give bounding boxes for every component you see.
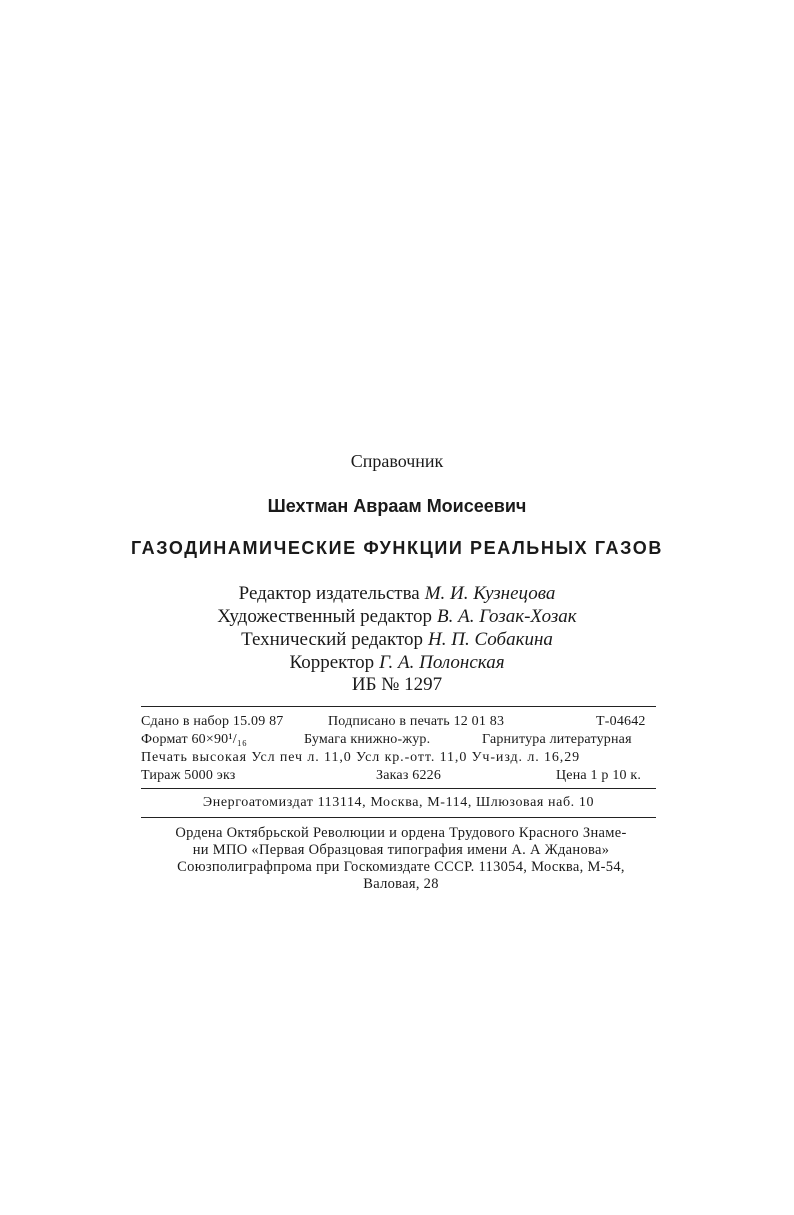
imprint-typeface: Гарнитура литературная [482,732,632,747]
ib-number: ИБ № 1297 [351,674,443,695]
printer-line: Союзполиграфпрома при Госкомиздате СССР. 113054, Москва, М-54, [177,859,625,875]
credit-name: Н. П. Собакина [428,629,553,650]
credit-publisher-editor [0,583,794,605]
credit-name: В. А. Гозак-Хозак [437,606,577,627]
imprint-format: Формат 60×90¹/₁₆ [141,732,248,747]
imprint-print: Печать высокая Усл печ л. 11,0 Усл кр.-отт. 11,0 Уч-изд. л. 16,29 [141,750,581,765]
imprint-submitted: Сдано в набор 15.09 87 [141,714,284,729]
book-genre: Справочник [350,451,444,471]
divider-top [141,706,656,707]
imprint-code: Т-04642 [596,714,646,729]
imprint-order: Заказ 6226 [376,768,442,783]
divider-middle [141,788,656,789]
book-title: ГАЗОДИНАМИЧЕСКИЕ ФУНКЦИИ РЕАЛЬНЫХ ГАЗОВ [131,538,663,558]
imprint-paper: Бумага книжно-жур. [304,732,431,747]
credit-role: Корректор [289,652,375,673]
credit-name: М. И. Кузнецова [424,583,556,604]
imprint-run: Тираж 5000 экз [141,768,236,783]
printer-line: Ордена Октябрьской Революции и ордена Трудового Красного Знаме- [175,825,627,841]
credit-role: Редактор издательства [238,583,420,604]
imprint-price: Цена 1 р 10 к. [556,768,642,783]
divider-bottom [141,817,656,818]
credit-role: Художественный редактор [217,606,432,627]
credit-name: Г. А. Полонская [379,652,505,673]
imprint-signed: Подписано в печать 12 01 83 [328,714,505,729]
publisher-address: Энергоатомиздат 113114, Москва, М-114, Шлюзовая наб. 10 [202,795,595,810]
credit-role: Технический редактор [241,629,424,650]
credit-proofreader [0,652,794,674]
printer-line: Валовая, 28 [363,876,439,892]
author-name: Шехтман Авраам Моисеевич [267,496,527,516]
printer-line: ни МПО «Первая Образцовая типография имени А. А Жданова» [192,842,610,858]
credit-art-editor [0,606,794,628]
credit-technical-editor [0,629,794,651]
